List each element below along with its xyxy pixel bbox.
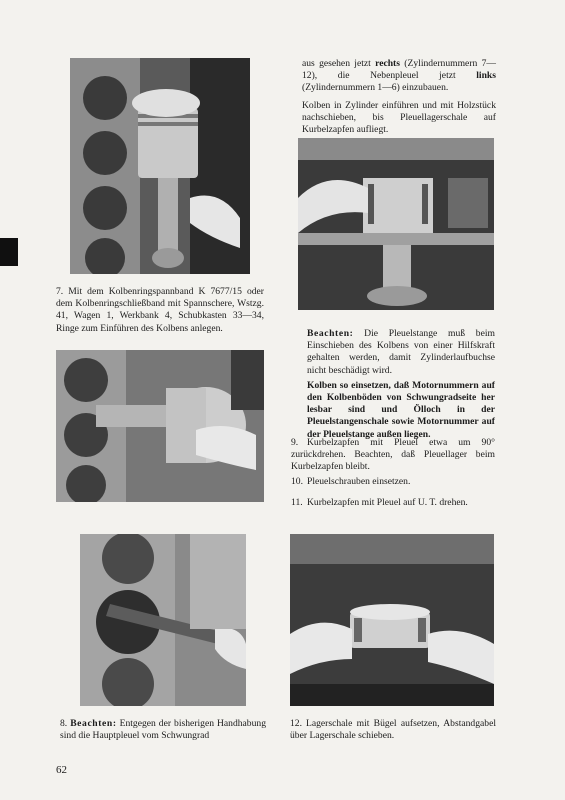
photo-piston-push-in [56,350,264,502]
top-right-text-1: aus gesehen jetzt [302,58,376,69]
step-8 [60,718,266,742]
step-12-number: 12. [290,718,302,729]
step-9 [291,437,495,474]
step-9-number: 9. [291,437,299,448]
top-right-text-2: (Zylindernummern 7—12), die Nebenpleuel jetzt [302,58,496,82]
note-bold-text: Kolben so einsetzen, daß Motornummern auf den Kolbenböden von Schwungradseite her lesbar sind und Ölloch in der Pleuelstangenschale sowie Motornummer auf der Pleuelstange außen liegen. [307,379,495,440]
step-10 [291,476,495,488]
step-7 [56,286,264,335]
photo-piston-insertion-art [70,58,250,274]
top-right-text-3: (Zylindernummern 1—6) einzubauen. [302,82,449,94]
note-block [307,328,495,441]
page-number: 62 [56,764,67,776]
step-10-text: Pleuelschrauben einsetzen. [307,476,411,487]
photo-bearing-shell-placement [290,534,494,706]
top-right-bold-rechts: rechts [375,58,400,69]
step-8-text: Entgegen der bisherigen Handhabung sind die Hauptpleuel vom Schwungrad [60,718,266,742]
step-8-label: Beachten: [70,718,117,729]
step-7-number: 7. [56,286,64,297]
photo-wooden-push-rod [80,534,246,706]
step-7-text: Mit dem Kolbenringspannband K 7677/15 oder dem Kolbenringschließband mit Spannschere, Wstzg. 41, Wagen 1, Werkbank 4, Schubkasten 33—34, Ringe zum Einführen des Kolbens anlegen. [56,286,264,334]
section-tab-marker [0,238,18,266]
top-right-paragraph-1 [302,58,496,95]
top-right-paragraph-2: Kolben in Zylinder einführen und mit Holzstück nachschieben, bis Pleuellagerschale auf Kurbelzapfen aufliegt. [302,99,496,136]
photo-bearing-shell-placement-art [290,534,494,706]
step-10-number: 10. [291,476,303,487]
photo-connecting-rod-crankcase [298,138,494,310]
step-12 [290,718,496,742]
step-11 [291,497,495,509]
photo-wooden-push-rod-art [80,534,246,706]
photo-connecting-rod-crankcase-art [298,138,494,310]
step-9-text: Kurbelzapfen mit Pleuel etwa um 90° zurückdrehen. Beachten, daß Pleuellager beim Kurbelzapfen bleibt. [291,437,495,473]
step-12-text: Lagerschale mit Bügel aufsetzen, Abstandgabel über Lagerschale schieben. [290,718,496,742]
note-label: Beachten: [307,328,354,339]
top-right-bold-links: links [476,70,496,82]
photo-piston-push-in-art [56,350,264,502]
step-11-text: Kurbelzapfen mit Pleuel auf U. T. drehen. [307,497,468,508]
step-11-number: 11. [291,497,303,508]
step-8-number: 8. [60,718,68,729]
note-text: Die Pleuelstange muß beim Einschieben des Kolbens von einer Hilfskraft gehalten werden, damit Zylinderlaufbuchse nicht beschädigt wird. [307,328,495,376]
text-block-top-right [302,58,496,136]
photo-piston-insertion [70,58,250,274]
